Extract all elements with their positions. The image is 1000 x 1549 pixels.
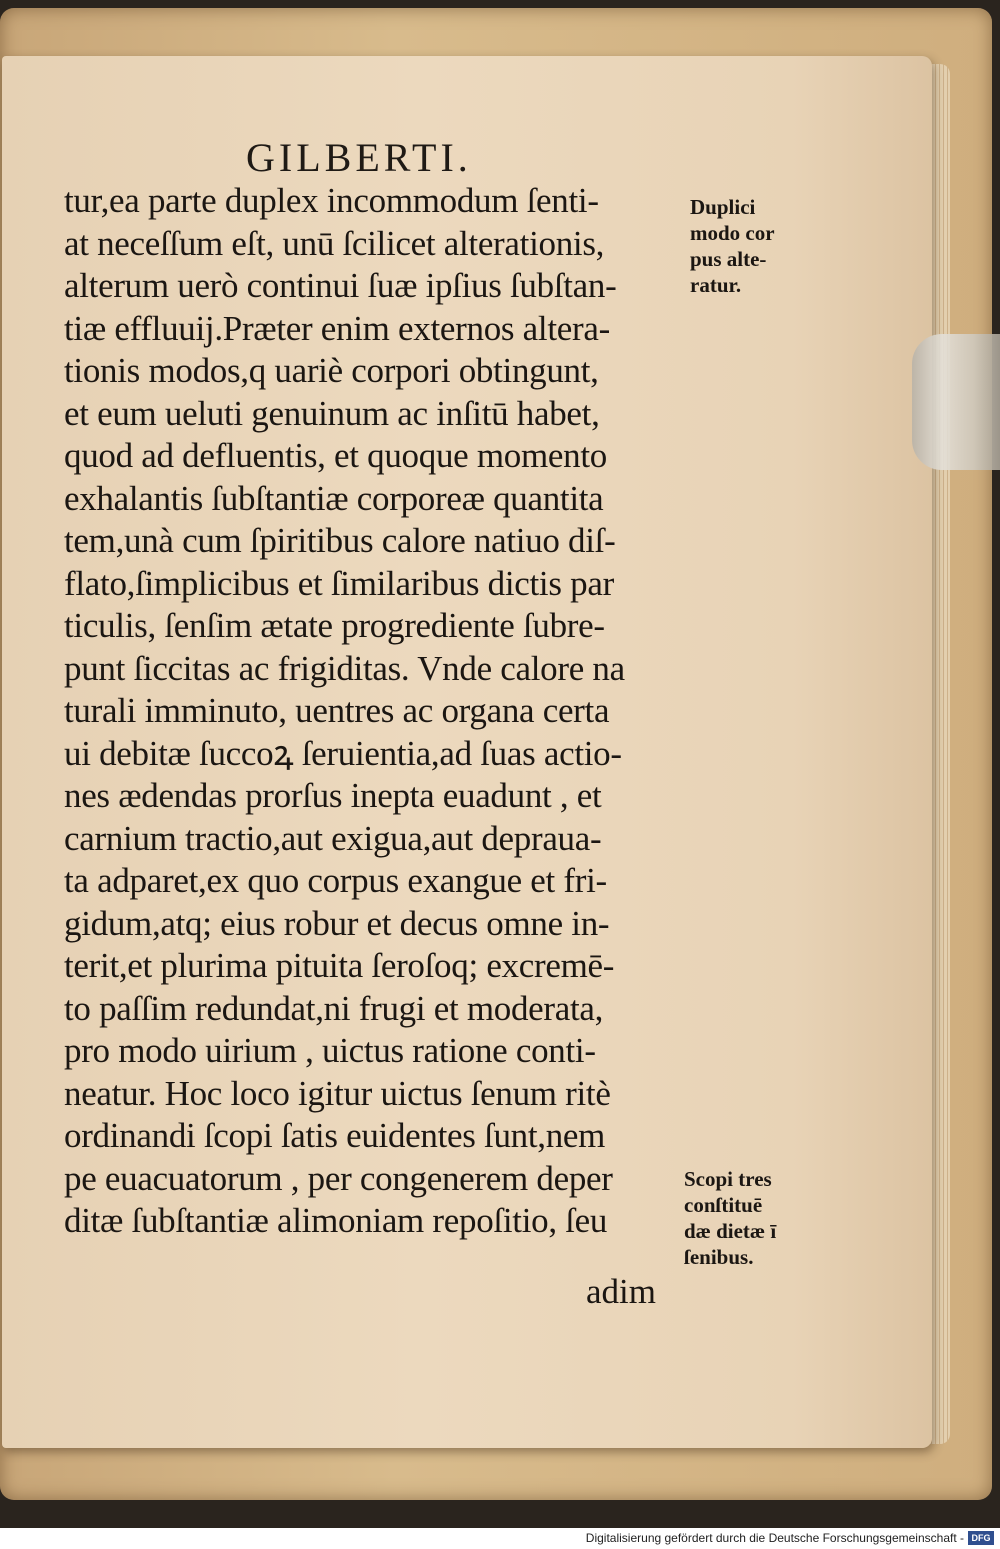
catchword: adim [586,1272,656,1311]
text-line: et eum ueluti genuinum ac inſitū habet, [64,393,600,433]
text-line: quod ad defluentis, et quoque momento [64,436,607,475]
margin-note-line: modo cor [690,221,775,245]
text-line: flato,ſimplicibus et ſimilaribus dictis par [64,563,614,603]
margin-note-line: ratur. [690,273,742,297]
text-line: punt ſiccitas ac frigiditas. Vnde calore na [64,648,625,688]
page-clip [912,334,1000,470]
text-line: neatur. Hoc loco igitur uictus ſenum ritè [64,1073,611,1113]
text-line: gidum,atq; eius robur et decus omne in- [64,903,610,943]
text-line: tionis modos,q uariè corpori obtingunt, [64,351,599,390]
dfg-logo-icon[interactable]: DFG [968,1531,994,1545]
text-line: pro modo uirium , uictus ratione conti- [64,1031,596,1070]
text-line: ticulis, ſenſim ætate progrediente ſubre- [64,606,605,645]
text-line: to paſſim redundat,ni frugi et moderata, [64,988,604,1028]
margin-note-line: dæ dietæ ī [684,1219,777,1243]
text-line: tiæ effluuij.Præter enim externos altera- [64,308,610,348]
margin-note-line: Duplici [690,195,756,219]
text-line: ta adparet,ex quo corpus exangue et fri- [64,861,607,900]
text-line: ordinandi ſcopi ſatis euidentes ſunt,nem [64,1116,606,1155]
text-line: exhalantis ſubſtantiæ corporeæ quantita [64,478,604,518]
text-line: tur,ea parte duplex incommodum ſenti- [64,181,599,220]
text-line: turali imminuto, uentres ac organa certa [64,691,610,730]
footer-credit[interactable]: Digitalisierung gefördert durch die Deutsche Forschungsgemeinschaft - [585,1531,964,1545]
body-text [64,180,684,1243]
text-line: at neceſſum eſt, unū ſcilicet alterationis, [64,223,605,263]
text-line: alterum uerò continui ſuæ ipſius ſubſtan- [64,266,617,305]
text-line: carnium tractio,aut exigua,aut deprauа- [64,818,602,858]
margin-note-2 [684,1166,776,1270]
margin-note-line: pus alte- [690,247,767,271]
text-line: ditæ ſubſtantiæ alimoniam repoſitio, ſeu [64,1201,608,1240]
margin-note-line: Scopi tres [684,1167,772,1191]
margin-note-line: conſtituē [684,1193,763,1217]
text-line: pe euacuatorum , per congenerem deper [64,1158,613,1198]
text-line: ui debitæ ſuccoꝝ ſeruientia,ad ſuas actio- [64,733,622,773]
text-line: terit,et plurima pituita ſeroſoq; excremē- [64,946,615,985]
text-line: tem,unà cum ſpiritibus calore natiuo diſ- [64,521,616,560]
text-line: nes ædendas prorſus inepta euadunt , et [64,776,602,815]
running-head: GILBERTI. [246,135,472,180]
margin-note-line: ſenibus. [684,1245,754,1269]
margin-note-1 [690,194,775,298]
